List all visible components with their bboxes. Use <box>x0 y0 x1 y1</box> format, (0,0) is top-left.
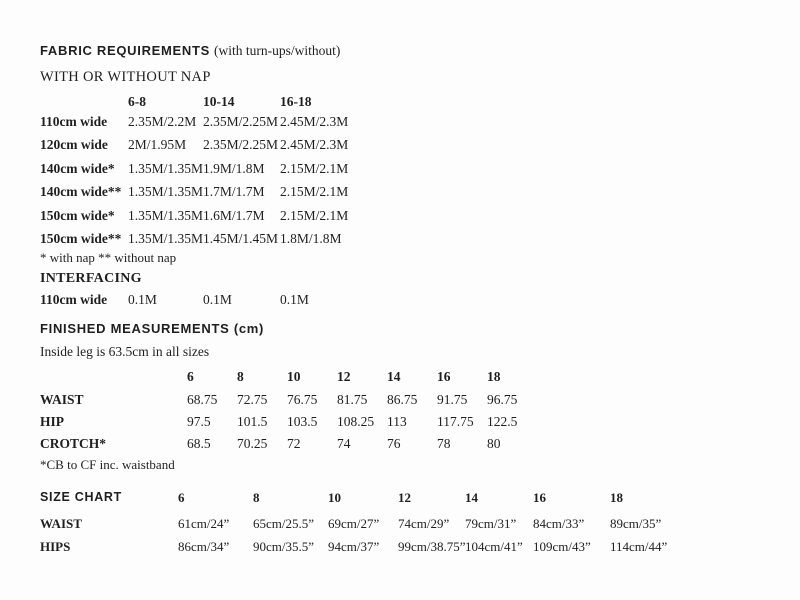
fabric-cell: 1.35M/1.35M <box>128 207 204 223</box>
fabric-cell: 2.45M/2.3M <box>280 137 349 153</box>
finished-measurements-table <box>40 369 800 455</box>
interfacing-cell: 0.1M <box>203 292 232 308</box>
inside-leg-note: Inside leg is 63.5cm in all sizes <box>40 344 210 360</box>
fabric-cell: 1.6M/1.7M <box>203 207 265 223</box>
size-col-header: 10 <box>328 490 341 506</box>
fm-row-label: HIP <box>40 414 65 430</box>
fm-col-header: 16 <box>437 369 451 385</box>
size-col-header: 18 <box>610 490 623 506</box>
fm-cell: 103.5 <box>287 414 318 430</box>
size-col-header: 12 <box>398 490 411 506</box>
fabric-requirements-table <box>40 93 800 250</box>
fm-cell: 80 <box>487 436 501 452</box>
fabric-row-label: 110cm wide <box>40 114 108 129</box>
size-cell: 69cm/27” <box>328 516 380 532</box>
fm-col-header: 12 <box>337 369 351 385</box>
fabric-cell: 2.15M/2.1M <box>280 207 349 223</box>
fabric-requirements-heading <box>40 44 800 58</box>
size-cell: 99cm/38.75” <box>398 539 466 555</box>
interfacing-cell: 0.1M <box>128 292 157 308</box>
fabric-cell: 1.35M/1.35M <box>128 184 204 200</box>
fm-cell: 108.25 <box>337 414 375 430</box>
size-chart-heading: SIZE CHART <box>40 490 122 505</box>
fm-col-header: 10 <box>287 369 301 385</box>
fm-cell: 122.5 <box>487 414 518 430</box>
fabric-cell: 2.15M/2.1M <box>280 184 349 200</box>
fm-row-label: WAIST <box>40 392 84 408</box>
fabric-requirements-title: FABRIC REQUIREMENTS <box>40 43 211 58</box>
size-col-header: 6 <box>178 490 185 506</box>
fm-cell: 68.75 <box>187 392 218 408</box>
fabric-cell: 1.35M/1.35M <box>128 160 204 176</box>
fm-col-header: 18 <box>487 369 501 385</box>
fabric-cell: 1.7M/1.7M <box>203 184 265 200</box>
size-row-label: HIPS <box>40 539 71 555</box>
fm-cell: 68.5 <box>187 436 211 452</box>
fm-cell: 91.75 <box>437 392 468 408</box>
fabric-requirements-note: (with turn-ups/without) <box>214 43 341 58</box>
interfacing-heading: INTERFACING <box>40 271 142 287</box>
fm-cell: 72 <box>287 436 301 452</box>
fm-cell: 70.25 <box>237 436 268 452</box>
fm-col-header: 14 <box>387 369 401 385</box>
crotch-footnote: *CB to CF inc. waistband <box>40 457 175 473</box>
fm-cell: 78 <box>437 436 451 452</box>
fm-cell: 86.75 <box>387 392 418 408</box>
fm-col-header: 8 <box>237 369 244 385</box>
size-cell: 61cm/24” <box>178 516 230 532</box>
fabric-cell: 1.35M/1.35M <box>128 231 204 247</box>
nap-footnote: * with nap ** without nap <box>40 250 177 266</box>
nap-subheading: WITH OR WITHOUT NAP <box>40 69 211 85</box>
size-chart-table <box>40 489 800 558</box>
finished-measurements-title: FINISHED MEASUREMENTS <box>40 321 230 337</box>
size-col-header: 16 <box>533 490 546 506</box>
fabric-cell: 2.35M/2.2M <box>128 114 197 129</box>
fm-cell: 74 <box>337 436 351 452</box>
finished-measurements-unit: (cm) <box>233 321 265 337</box>
size-cell: 94cm/37” <box>328 539 380 555</box>
fabric-table-corner <box>40 93 128 110</box>
fabric-cell: 1.9M/1.8M <box>203 160 265 176</box>
fabric-row-label: 120cm wide <box>40 137 108 153</box>
size-cell: 114cm/44” <box>610 539 668 555</box>
size-row-label: WAIST <box>40 516 82 532</box>
fm-table-corner <box>40 369 187 389</box>
fm-cell: 101.5 <box>237 414 268 430</box>
interfacing-row-label: 110cm wide <box>40 292 108 308</box>
size-cell: 65cm/25.5” <box>253 516 315 532</box>
fm-col-header: 6 <box>187 369 194 385</box>
fm-cell: 81.75 <box>337 392 368 408</box>
size-cell: 90cm/35.5” <box>253 539 315 555</box>
fabric-cell: 2.45M/2.3M <box>280 114 349 129</box>
fabric-row-label: 140cm wide* <box>40 160 115 176</box>
fm-cell: 96.75 <box>487 392 518 408</box>
size-col-header: 14 <box>465 490 478 506</box>
fabric-col-header: 10-14 <box>203 94 235 109</box>
fm-cell: 76.75 <box>287 392 318 408</box>
fabric-row-label: 140cm wide** <box>40 184 122 200</box>
finished-measurements-heading <box>40 322 800 336</box>
fm-cell: 76 <box>387 436 401 452</box>
fm-cell: 72.75 <box>237 392 268 408</box>
fabric-cell: 2M/1.95M <box>128 137 187 153</box>
fabric-row-label: 150cm wide* <box>40 207 115 223</box>
fabric-cell: 2.35M/2.25M <box>203 114 279 129</box>
size-cell: 86cm/34” <box>178 539 230 555</box>
fm-row-label: CROTCH* <box>40 436 107 452</box>
fabric-col-header: 6-8 <box>128 94 146 109</box>
size-cell: 89cm/35” <box>610 516 662 532</box>
size-cell: 84cm/33” <box>533 516 585 532</box>
fabric-cell: 2.15M/2.1M <box>280 160 349 176</box>
size-cell: 74cm/29” <box>398 516 450 532</box>
fabric-cell: 1.8M/1.8M <box>280 231 342 247</box>
size-cell: 104cm/41” <box>465 539 523 555</box>
fm-cell: 113 <box>387 414 407 430</box>
fabric-row-label: 150cm wide** <box>40 231 122 247</box>
fabric-cell: 2.35M/2.25M <box>203 137 279 153</box>
size-cell: 79cm/31” <box>465 516 517 532</box>
size-cell: 109cm/43” <box>533 539 591 555</box>
interfacing-cell: 0.1M <box>280 292 309 308</box>
fabric-cell: 1.45M/1.45M <box>203 231 279 247</box>
fm-cell: 117.75 <box>437 414 474 430</box>
fm-cell: 97.5 <box>187 414 211 430</box>
interfacing-table <box>40 291 800 308</box>
fabric-col-header: 16-18 <box>280 94 312 109</box>
size-col-header: 8 <box>253 490 260 506</box>
